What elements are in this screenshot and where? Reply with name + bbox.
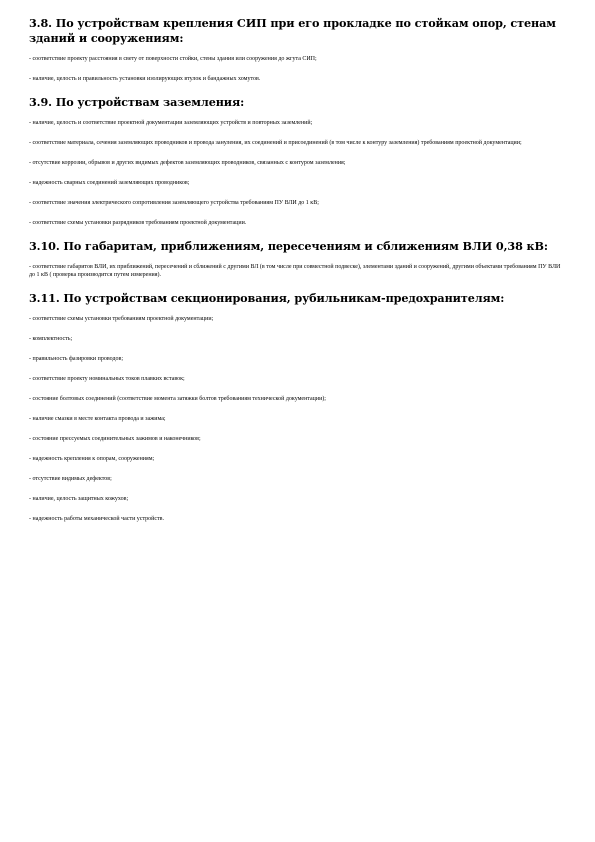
- section-title: 3.11. По устройствам секционирования, рубильникам-предохранителям:: [29, 291, 505, 305]
- list-item: - соответствие габаритов ВЛИ, их приближений, пересечений и сближений с другими ВЛ (в том числе при совместной подвеске), элементами зданий и сооружений, другими объектами требованиям ПУ ВЛИ до 1 кВ ( проверка производится путем измерения).: [29, 264, 561, 278]
- section-3-8: [29, 16, 566, 83]
- list-item: - наличие, целость защитных кожухов;: [29, 496, 129, 502]
- section-3-10: [29, 239, 566, 279]
- section-title: 3.8. По устройствам крепления СИП при его прокладке по стойкам опор, стенам зданий и сооружениям:: [29, 16, 556, 45]
- list-item: - состояние прессуемых соединительных зажимов и наконечников;: [29, 436, 201, 442]
- list-item: - наличие смазки в месте контакта провода и зажима;: [29, 416, 166, 422]
- list-item: - отсутствие коррозии, обрывов и других видимых дефектов заземляющих проводников, связанных с контуром заземления;: [29, 160, 346, 166]
- list-item: - соответствие значения электрического сопротивления заземляющего устройства требованиям ПУ ВЛИ до 1 кВ;: [29, 200, 319, 206]
- section-title: 3.10. По габаритам, приближениям, пересечениям и сближениям ВЛИ 0,38 кВ:: [29, 239, 548, 253]
- section-3-9: [29, 95, 566, 227]
- list-item: - наличие, целость и соответствие проектной документации заземляющих устройств и повторных заземлений;: [29, 120, 313, 126]
- list-item: - отсутствие видимых дефектов;: [29, 476, 112, 482]
- list-item: - соответствие проекту номинальных токов плавких вставок;: [29, 376, 185, 382]
- list-item: - надежность работы механической части устройств.: [29, 516, 164, 522]
- list-item: - соответствие материала, сечения заземляющих проводников и провода зануления, их соединений и присоединений (в том числе к контуру заземления) требованиям проектной документации;: [29, 140, 522, 146]
- document-page: [29, 16, 566, 535]
- list-item: - правильность фазировки проводов;: [29, 356, 124, 362]
- list-item: - комплектность;: [29, 336, 73, 342]
- list-item: - соответствие схемы установки разрядников требованиям проектной документации.: [29, 220, 247, 226]
- list-item: - соответствие схемы установки требованиям проектной документации;: [29, 316, 214, 322]
- list-item: - надежность крепления к опорам, сооружениям;: [29, 456, 155, 462]
- section-title: 3.9. По устройствам заземления:: [29, 95, 245, 109]
- list-item: - наличие, целость и правильность установки изолирующих втулок и бандажных хомутов.: [29, 76, 261, 82]
- list-item: - надежность сварных соединений заземляющих проводников;: [29, 180, 190, 186]
- section-3-11: [29, 291, 566, 523]
- list-item: - соответствие проекту расстояния в свету от поверхности стойки, стены здания или сооружения до жгута СИП;: [29, 56, 317, 62]
- list-item: - состояние болтовых соединений (соответствие момента затяжки болтов требованиям технической документации);: [29, 396, 326, 402]
